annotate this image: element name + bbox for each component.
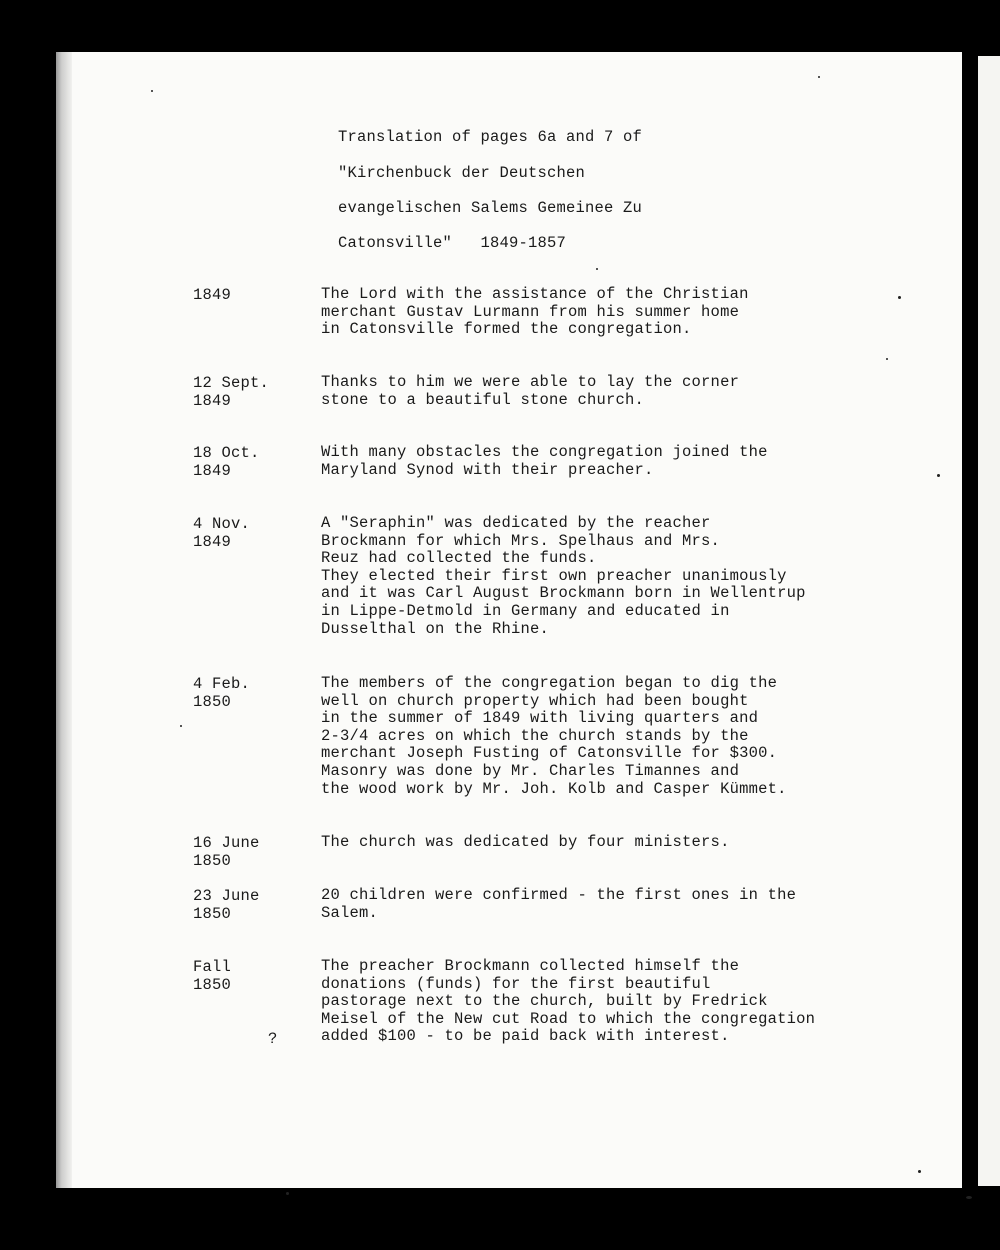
scan-speck <box>180 725 182 727</box>
title-line-4: Catonsville" 1849-1857 <box>338 234 567 252</box>
entry-text <box>321 444 821 479</box>
text-line: merchant Gustav Lurmann from his summer home <box>321 302 740 321</box>
entry-date <box>193 286 303 304</box>
entry-text <box>321 887 821 922</box>
text-line: merchant Joseph Fusting of Catonsville for $300. <box>321 744 778 763</box>
date-line: 1849 <box>193 533 232 551</box>
scan-speck <box>151 90 153 92</box>
date-line: 4 Nov. <box>193 515 251 533</box>
scan-speck <box>286 1192 289 1195</box>
text-line: 2-3/4 acres on which the church stands by the <box>321 726 749 745</box>
date-line: 1850 <box>193 852 232 870</box>
entry-date <box>193 834 303 870</box>
text-line: the wood work by Mr. Joh. Kolb and Casper Kümmet. <box>321 779 787 798</box>
text-line: in the summer of 1849 with living quarters and <box>321 709 759 728</box>
date-line: 1850 <box>193 693 232 711</box>
date-line: 1849 <box>193 392 232 410</box>
title-line-2: "Kirchenbuck der Deutschen <box>338 164 586 182</box>
scan-speck <box>966 1196 972 1199</box>
text-line: stone to a beautiful stone church. <box>321 390 645 409</box>
entry-text <box>321 675 821 798</box>
date-line: Fall <box>193 958 232 976</box>
entry-date <box>193 515 303 551</box>
text-line: The preacher Brockmann collected himself the <box>321 957 740 975</box>
text-line: The church was dedicated by four ministers. <box>321 833 730 851</box>
scan-speck <box>918 1170 921 1173</box>
text-line: The Lord with the assistance of the Christian <box>321 285 749 303</box>
text-line: added $100 - to be paid back with interest. <box>321 1027 730 1046</box>
margin-question-mark: ? <box>268 1030 278 1048</box>
entry-date <box>193 958 303 994</box>
text-line: Salem. <box>321 903 379 922</box>
adjacent-page-edge <box>978 56 1000 1186</box>
text-line: 20 children were confirmed - the first ones in the <box>321 886 797 904</box>
text-line: pastorage next to the church, built by Fredrick <box>321 992 768 1011</box>
entry-text <box>321 286 821 339</box>
date-line: 1850 <box>193 976 232 994</box>
text-line: Dusselthal on the Rhine. <box>321 619 550 638</box>
text-line: Thanks to him we were able to lay the corner <box>321 373 740 391</box>
date-line: 12 Sept. <box>193 374 270 392</box>
title-line-3: evangelischen Salems Gemeinee Zu <box>338 199 643 217</box>
text-line: A "Seraphin" was dedicated by the reacher <box>321 514 711 532</box>
text-line: donations (funds) for the first beautiful <box>321 974 711 993</box>
text-line: The members of the congregation began to dig the <box>321 674 778 692</box>
entry-date <box>193 887 303 923</box>
entry-text <box>321 515 821 638</box>
date-line: 1850 <box>193 905 232 923</box>
entry-text <box>321 834 821 852</box>
text-line: Brockmann for which Mrs. Spelhaus and Mrs. <box>321 531 721 550</box>
scan-edge-shadow <box>56 52 72 1188</box>
scan-speck <box>818 76 820 78</box>
text-line: well on church property which had been bought <box>321 691 749 710</box>
entry-text <box>321 958 821 1046</box>
text-line: Reuz had collected the funds. <box>321 549 597 568</box>
text-line: in Catonsville formed the congregation. <box>321 320 692 339</box>
scan-speck <box>937 474 940 477</box>
date-line: 1849 <box>193 462 232 480</box>
text-line: Maryland Synod with their preacher. <box>321 460 654 479</box>
date-line: 18 Oct. <box>193 444 260 462</box>
scan-speck <box>886 358 888 360</box>
entry-date <box>193 675 303 711</box>
scan-speck <box>596 268 598 270</box>
text-line: With many obstacles the congregation joined the <box>321 443 768 461</box>
text-line: in Lippe-Detmold in Germany and educated in <box>321 601 730 620</box>
title-line-1: Translation of pages 6a and 7 of <box>338 128 643 146</box>
entry-text <box>321 374 821 409</box>
entry-date <box>193 374 303 410</box>
date-line: 4 Feb. <box>193 675 251 693</box>
entry-date <box>193 444 303 480</box>
date-line: 1849 <box>193 286 232 304</box>
text-line: and it was Carl August Brockmann born in Wellentrup <box>321 584 806 603</box>
text-line: Meisel of the New cut Road to which the congregation <box>321 1009 816 1028</box>
text-line: Masonry was done by Mr. Charles Timannes and <box>321 761 740 780</box>
date-line: 23 June <box>193 887 260 905</box>
date-line: 16 June <box>193 834 260 852</box>
scan-speck <box>898 296 901 299</box>
text-line: They elected their first own preacher unanimously <box>321 566 787 585</box>
